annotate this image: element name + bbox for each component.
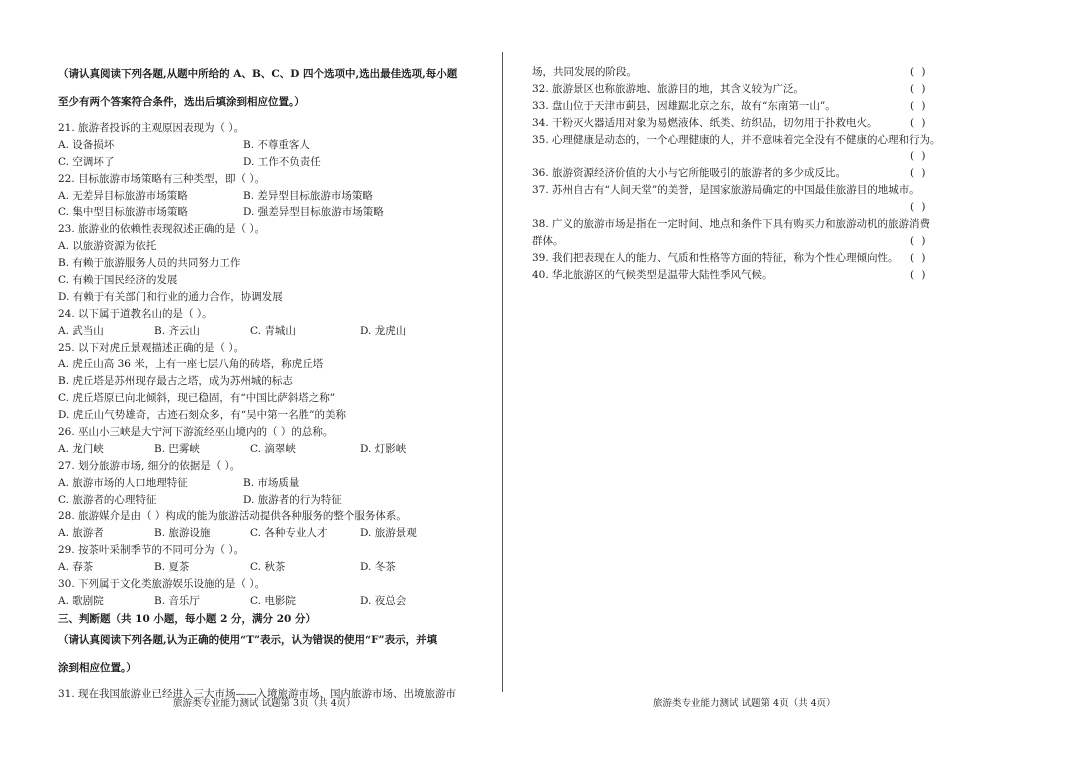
- judgment-text: 39. 我们把表现在人的能力、气质和性格等方面的特征，称为个性心理倾向性。: [532, 251, 899, 264]
- page-divider: [502, 52, 503, 692]
- judgment-line: [532, 250, 949, 267]
- judgment-text: 40. 华北旅游区的气候类型是温带大陆性季风气候。: [532, 268, 773, 281]
- option-29-b: B. 夏茶: [154, 561, 190, 574]
- option-27-c: C. 旅游者的心理特征: [58, 493, 157, 506]
- answer-bracket: ( ): [910, 234, 928, 247]
- option-29-a: A. 春茶: [58, 561, 94, 574]
- question-22: 22. 目标旅游市场策略有三种类型，即（ ）。: [58, 172, 266, 185]
- option-22-a: A. 无差异目标旅游市场策略: [58, 189, 188, 202]
- options-22-row-2: [58, 204, 478, 221]
- judgment-text: 34. 干粉灭火器适用对象为易燃液体、纸类、纺织品，切勿用于扑救电火。: [532, 116, 878, 129]
- option-26-c: C. 滴翠峡: [250, 442, 296, 455]
- page-3-content: [58, 64, 478, 703]
- judgment-text: 35. 心理健康是动态的，一个心理健康的人，并不意味着完全没有不健康的心理和行为。: [532, 133, 941, 146]
- option-30-c: C. 电影院: [250, 594, 296, 607]
- answer-bracket: ( ): [910, 116, 928, 129]
- question-31: 31. 现在我国旅游业已经进入三大市场——入境旅游市场、国内旅游市场、出境旅游市: [58, 687, 457, 700]
- option-24-a: A. 武当山: [58, 324, 104, 337]
- judgment-line: [532, 267, 949, 284]
- option-24-d: D. 龙虎山: [360, 324, 407, 337]
- option-22-d: D. 强差异型目标旅游市场策略: [243, 206, 384, 219]
- judgment-line: [532, 199, 949, 216]
- judgment-line: [532, 115, 949, 132]
- question-28: 28. 旅游媒介是由（ ）构成的能为旅游活动提供各种服务的整个服务体系。: [58, 510, 407, 523]
- question-29: 29. 按茶叶采制季节的不同可分为（ ）。: [58, 544, 245, 557]
- section-2-instruction-line-1: （请认真阅读下列各题,从题中所给的 A、B、C、D 四个选项中,选出最佳选项,每小题: [58, 68, 458, 80]
- section-3-title: 三、判断题（共 10 小题，每小题 2 分，满分 20 分）: [58, 612, 316, 625]
- section-3-instruction-line-1: （请认真阅读下列各题,认为正确的使用“T”表示，认为错误的使用“F”表示，并填: [58, 633, 438, 646]
- answer-bracket: ( ): [910, 150, 928, 163]
- answer-bracket: ( ): [910, 99, 928, 112]
- question-30: 30. 下列属于文化类旅游娱乐设施的是（ ）。: [58, 578, 266, 591]
- options-29: [58, 559, 478, 576]
- judgment-text: 32. 旅游景区也称旅游地、旅游目的地，其含义较为广泛。: [532, 82, 805, 95]
- answer-bracket: ( ): [910, 251, 928, 264]
- option-27-a: A. 旅游市场的人口地理特征: [58, 476, 188, 489]
- options-24: [58, 323, 478, 340]
- question-24: 24. 以下属于道教名山的是（ ）。: [58, 307, 213, 320]
- option-22-b: B. 差异型目标旅游市场策略: [243, 189, 373, 202]
- judgment-text: 群体。: [532, 234, 564, 247]
- option-28-c: C. 各种专业人才: [250, 527, 328, 540]
- option-25-c: C. 虎丘塔原已向北倾斜，现已稳固，有“中国比萨斜塔之称”: [58, 392, 336, 405]
- page-4-content: [532, 64, 949, 284]
- judgment-text: 33. 盘山位于天津市蓟县，因雄踞北京之东，故有“东南第一山”。: [532, 99, 836, 112]
- option-24-b: B. 齐云山: [154, 324, 200, 337]
- option-30-b: B. 音乐厅: [154, 594, 200, 607]
- option-21-b: B. 不尊重客人: [243, 138, 310, 151]
- option-23-c: C. 有赖于国民经济的发展: [58, 274, 178, 287]
- judgment-line: [532, 132, 949, 149]
- option-27-d: D. 旅游者的行为特征: [243, 493, 342, 506]
- judgment-line: [532, 64, 949, 81]
- answer-bracket: ( ): [910, 268, 928, 281]
- page-3-footer: 旅游类专业能力测试 试题第 3页（共 4页）: [173, 698, 356, 709]
- option-21-a: A. 设备损坏: [58, 138, 115, 151]
- options-27-row-2: [58, 492, 478, 509]
- answer-bracket: ( ): [910, 66, 928, 78]
- judgment-text: 场，共同发展的阶段。: [532, 66, 637, 78]
- question-26: 26. 巫山小三峡是大宁河下游流经巫山境内的（ ）的总称。: [58, 426, 334, 439]
- option-22-c: C. 集中型目标旅游市场策略: [58, 206, 188, 219]
- judgment-line: [532, 98, 949, 115]
- question-23: 23. 旅游业的依赖性表现叙述正确的是（ ）。: [58, 223, 266, 236]
- answer-bracket: ( ): [910, 201, 928, 214]
- options-22-row-1: [58, 188, 478, 205]
- option-24-c: C. 青城山: [250, 324, 296, 337]
- option-28-a: A. 旅游者: [58, 527, 104, 540]
- section-2-instruction-line-2: 至少有两个答案符合条件，选出后填涂到相应位置。）: [58, 96, 305, 108]
- judgment-line: [532, 216, 949, 233]
- option-27-b: B. 市场质量: [243, 476, 300, 489]
- option-30-a: A. 歌剧院: [58, 594, 104, 607]
- options-26: [58, 441, 478, 458]
- option-23-d: D. 有赖于有关部门和行业的通力合作，协调发展: [58, 290, 283, 303]
- exam-page-3: [0, 0, 503, 761]
- exam-page-4: [505, 0, 1080, 761]
- option-25-a: A. 虎丘山高 36 米，上有一座七层八角的砖塔，称虎丘塔: [58, 358, 324, 371]
- judgment-text: 37. 苏州自古有“人间天堂”的美誉，是国家旅游局确定的中国最佳旅游目的地城市。: [532, 184, 920, 197]
- options-28: [58, 525, 478, 542]
- section-3-instruction-line-2: 涂到相应位置。）: [58, 661, 137, 674]
- answer-bracket: ( ): [910, 82, 928, 95]
- option-26-d: D. 灯影峡: [360, 442, 407, 455]
- option-26-a: A. 龙门峡: [58, 442, 104, 455]
- page-4-footer: 旅游类专业能力测试 试题第 4页（共 4页）: [653, 698, 836, 709]
- option-28-d: D. 旅游景观: [360, 527, 417, 540]
- judgment-line: [532, 165, 949, 182]
- question-27: 27. 划分旅游市场, 细分的依据是（ ）。: [58, 459, 241, 472]
- judgment-line: [532, 233, 949, 250]
- options-21-row-1: [58, 137, 478, 154]
- question-25: 25. 以下对虎丘景观描述正确的是（ ）。: [58, 341, 245, 354]
- option-28-b: B. 旅游设施: [154, 527, 211, 540]
- option-26-b: B. 巴雾峡: [154, 442, 200, 455]
- question-21: 21. 旅游者投诉的主观原因表现为（ ）。: [58, 122, 245, 134]
- option-23-b: B. 有赖于旅游服务人员的共同努力工作: [58, 257, 241, 270]
- answer-bracket: ( ): [910, 167, 928, 180]
- option-30-d: D. 夜总会: [360, 594, 407, 607]
- options-30: [58, 593, 478, 610]
- options-21-row-2: [58, 154, 478, 171]
- option-29-d: D. 冬茶: [360, 561, 396, 574]
- option-25-b: B. 虎丘塔是苏州现存最古之塔，成为苏州城的标志: [58, 375, 293, 388]
- option-25-d: D. 虎丘山气势雄奇，古迹石刻众多，有“吴中第一名胜”的美称: [58, 409, 346, 422]
- judgment-text: 38. 广义的旅游市场是指在一定时间、地点和条件下具有购买力和旅游动机的旅游消费: [532, 218, 931, 231]
- option-29-c: C. 秋茶: [250, 561, 286, 574]
- judgment-text: 36. 旅游资源经济价值的大小与它所能吸引的旅游者的多少成反比。: [532, 167, 847, 180]
- options-27-row-1: [58, 475, 478, 492]
- option-23-a: A. 以旅游资源为依托: [58, 240, 157, 253]
- judgment-line: [532, 81, 949, 98]
- option-21-d: D. 工作不负责任: [243, 155, 321, 168]
- option-21-c: C. 空调坏了: [58, 155, 115, 168]
- judgment-line: [532, 148, 949, 165]
- judgment-line: [532, 182, 949, 199]
